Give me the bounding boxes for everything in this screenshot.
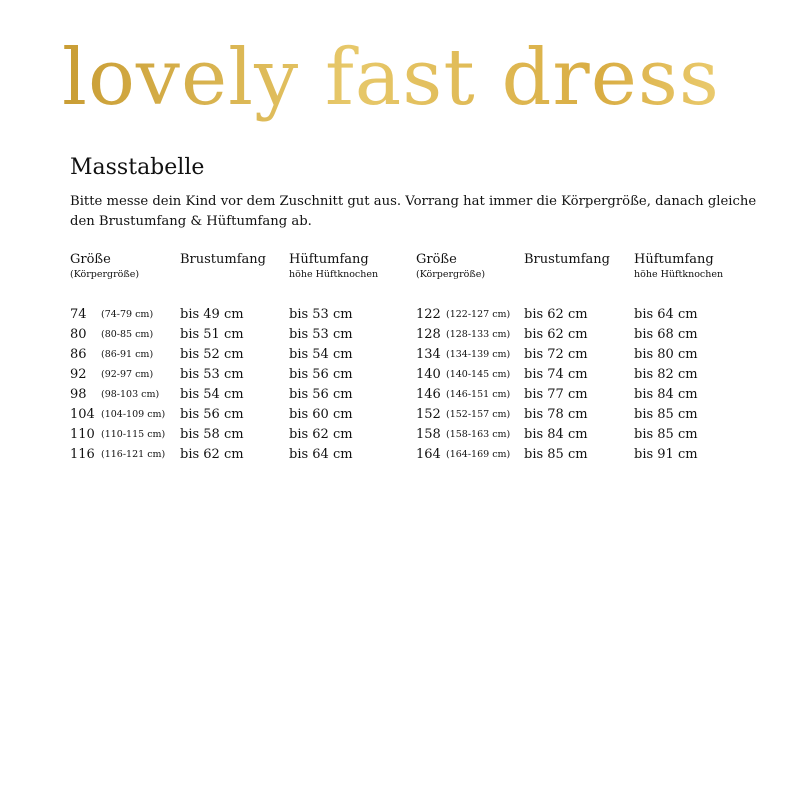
chest-value: bis 58 cm	[180, 427, 244, 442]
chest-value: bis 72 cm	[524, 347, 588, 362]
height-range: (134-139 cm)	[446, 349, 511, 360]
chest-value: bis 62 cm	[180, 447, 244, 462]
chest-value: bis 62 cm	[524, 307, 588, 322]
size-value: 98	[70, 387, 87, 402]
hip-value: bis 64 cm	[289, 447, 353, 462]
size-value: 74	[70, 307, 87, 322]
height-range: (74-79 cm)	[101, 309, 154, 320]
hip-value: bis 64 cm	[634, 307, 698, 322]
chest-value: bis 85 cm	[524, 447, 588, 462]
hip-value: bis 80 cm	[634, 347, 698, 362]
intro-text: Bitte messe dein Kind vor dem Zuschnitt gut aus. Vorrang hat immer die Körpergröße, danach gleiche den Brustumfang & Hüftumfang ab.	[70, 194, 757, 229]
height-range: (146-151 cm)	[446, 389, 511, 400]
chest-header: Brustumfang	[524, 252, 610, 267]
chest-value: bis 52 cm	[180, 347, 244, 362]
chest-value: bis 56 cm	[180, 407, 244, 422]
height-range: (80-85 cm)	[101, 329, 154, 340]
hip-header: Hüftumfang	[634, 252, 714, 267]
chest-value: bis 78 cm	[524, 407, 588, 422]
size-value: 140	[416, 367, 441, 382]
chest-value: bis 53 cm	[180, 367, 244, 382]
hip-value: bis 56 cm	[289, 387, 353, 402]
hip-value: bis 60 cm	[289, 407, 353, 422]
hip-value: bis 85 cm	[634, 427, 698, 442]
hip-subheader: höhe Hüftknochen	[634, 269, 724, 280]
size-value: 80	[70, 327, 87, 342]
chest-value: bis 49 cm	[180, 307, 244, 322]
size-header: Größe	[416, 252, 457, 267]
hip-value: bis 62 cm	[289, 427, 353, 442]
hip-value: bis 53 cm	[289, 327, 353, 342]
size-header: Größe	[70, 252, 111, 267]
chest-header: Brustumfang	[180, 252, 266, 267]
size-value: 134	[416, 347, 441, 362]
chest-value: bis 84 cm	[524, 427, 588, 442]
height-range: (122-127 cm)	[446, 309, 511, 320]
hip-header: Hüftumfang	[289, 252, 369, 267]
chest-value: bis 51 cm	[180, 327, 244, 342]
size-subheader: (Körpergröße)	[70, 269, 140, 280]
section-heading: Masstabelle	[70, 155, 205, 180]
chest-value: bis 54 cm	[180, 387, 244, 402]
size-value: 116	[70, 447, 95, 462]
size-value: 152	[416, 407, 441, 422]
size-value: 128	[416, 327, 441, 342]
height-range: (164-169 cm)	[446, 449, 511, 460]
size-value: 92	[70, 367, 87, 382]
height-range: (116-121 cm)	[101, 449, 166, 460]
size-value: 158	[416, 427, 441, 442]
size-value: 86	[70, 347, 87, 362]
height-range: (104-109 cm)	[101, 409, 166, 420]
height-range: (92-97 cm)	[101, 369, 154, 380]
height-range: (98-103 cm)	[101, 389, 160, 400]
height-range: (110-115 cm)	[101, 429, 166, 440]
height-range: (128-133 cm)	[446, 329, 511, 340]
height-range: (140-145 cm)	[446, 369, 511, 380]
hip-value: bis 82 cm	[634, 367, 698, 382]
height-range: (152-157 cm)	[446, 409, 511, 420]
hip-value: bis 85 cm	[634, 407, 698, 422]
size-value: 122	[416, 307, 441, 322]
hip-value: bis 84 cm	[634, 387, 698, 402]
hip-value: bis 53 cm	[289, 307, 353, 322]
hip-subheader: höhe Hüftknochen	[289, 269, 379, 280]
size-value: 110	[70, 427, 95, 442]
height-range: (86-91 cm)	[101, 349, 154, 360]
hip-value: bis 56 cm	[289, 367, 353, 382]
hip-value: bis 54 cm	[289, 347, 353, 362]
size-value: 164	[416, 447, 441, 462]
chest-value: bis 74 cm	[524, 367, 588, 382]
hip-value: bis 91 cm	[634, 447, 698, 462]
chest-value: bis 62 cm	[524, 327, 588, 342]
chest-value: bis 77 cm	[524, 387, 588, 402]
hip-value: bis 68 cm	[634, 327, 698, 342]
size-value: 146	[416, 387, 441, 402]
page-title: lovely fast dress	[62, 30, 752, 126]
size-value: 104	[70, 407, 95, 422]
height-range: (158-163 cm)	[446, 429, 511, 440]
size-subheader: (Körpergröße)	[416, 269, 486, 280]
